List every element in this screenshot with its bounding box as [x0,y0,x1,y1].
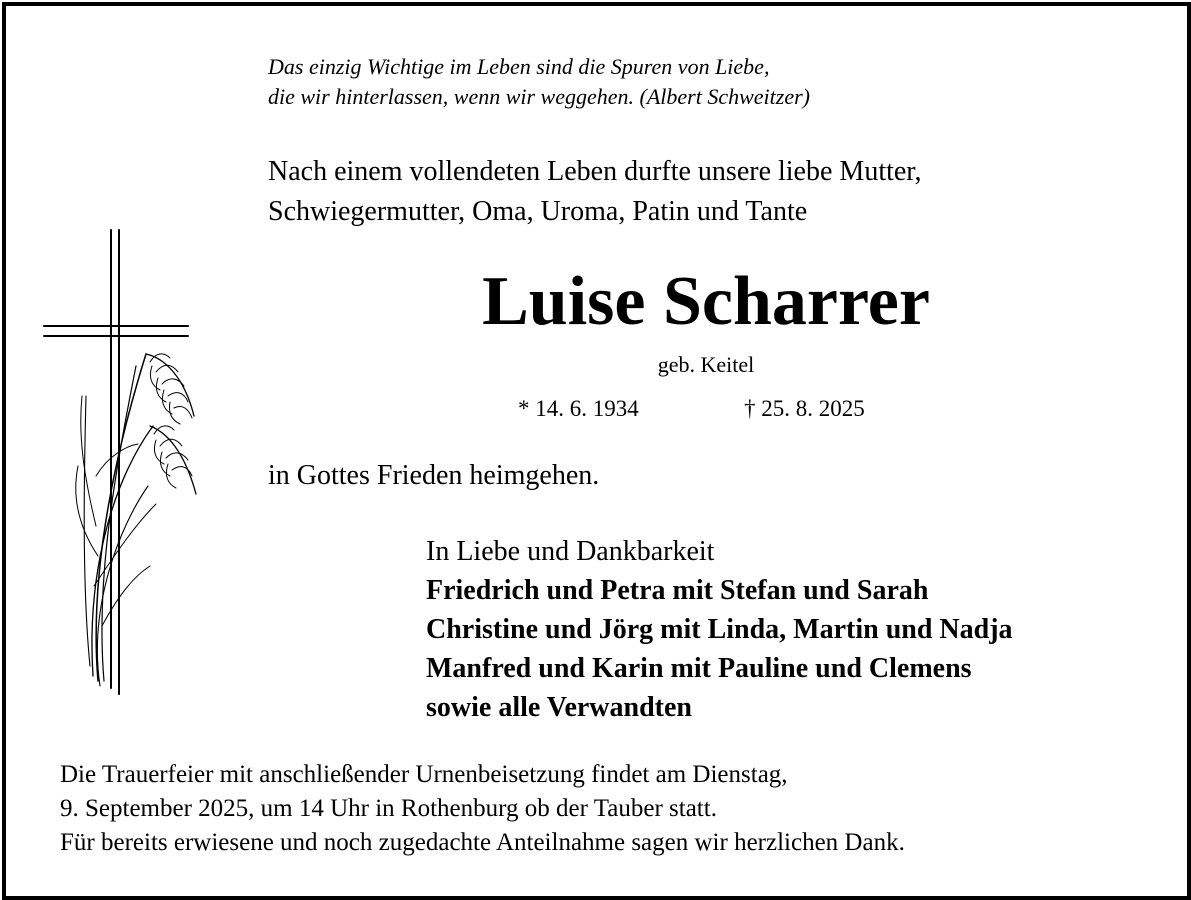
family-member: Christine und Jörg mit Linda, Martin und Nadja [426,614,1013,645]
birth-date: * 14. 6. 1934 [518,396,639,421]
peace-line: in Gottes Frieden heimgehen. [268,460,600,491]
deceased-name: Luise Scharrer [482,263,930,340]
closing-line-1: Die Trauerfeier mit anschließender Urnenbeisetzung findet am Dienstag, [60,761,788,788]
family-intro: In Liebe und Dankbarkeit [426,536,715,567]
closing-line-2: 9. September 2025, um 14 Uhr in Rothenburg ob der Tauber statt. [60,795,717,822]
cross-with-wheat-icon [38,226,208,698]
family-member: Friedrich und Petra mit Stefan und Sarah [426,575,929,606]
quote [268,52,810,112]
intro-line-2: Schwiegermutter, Oma, Uroma, Patin und Tante [268,196,808,227]
quote-line-2: die wir hinterlassen, wenn wir weggehen. (Albert Schweitzer) [268,84,810,109]
quote-line-1: Das einzig Wichtige im Leben sind die Spuren von Liebe, [268,54,770,79]
closing-text [60,758,905,860]
family-member: sowie alle Verwandten [426,692,692,723]
birth-name: geb. Keitel [657,352,755,377]
family-member: Manfred und Karin mit Pauline und Clemens [426,653,972,684]
family-signature [426,532,1013,727]
intro-text [268,152,922,232]
intro-line-1: Nach einem vollendeten Leben durfte unsere liebe Mutter, [268,156,922,187]
death-date: † 25. 8. 2025 [744,396,865,421]
closing-line-3: Für bereits erwiesene und noch zugedachte Anteilnahme sagen wir herzlichen Dank. [60,829,905,856]
